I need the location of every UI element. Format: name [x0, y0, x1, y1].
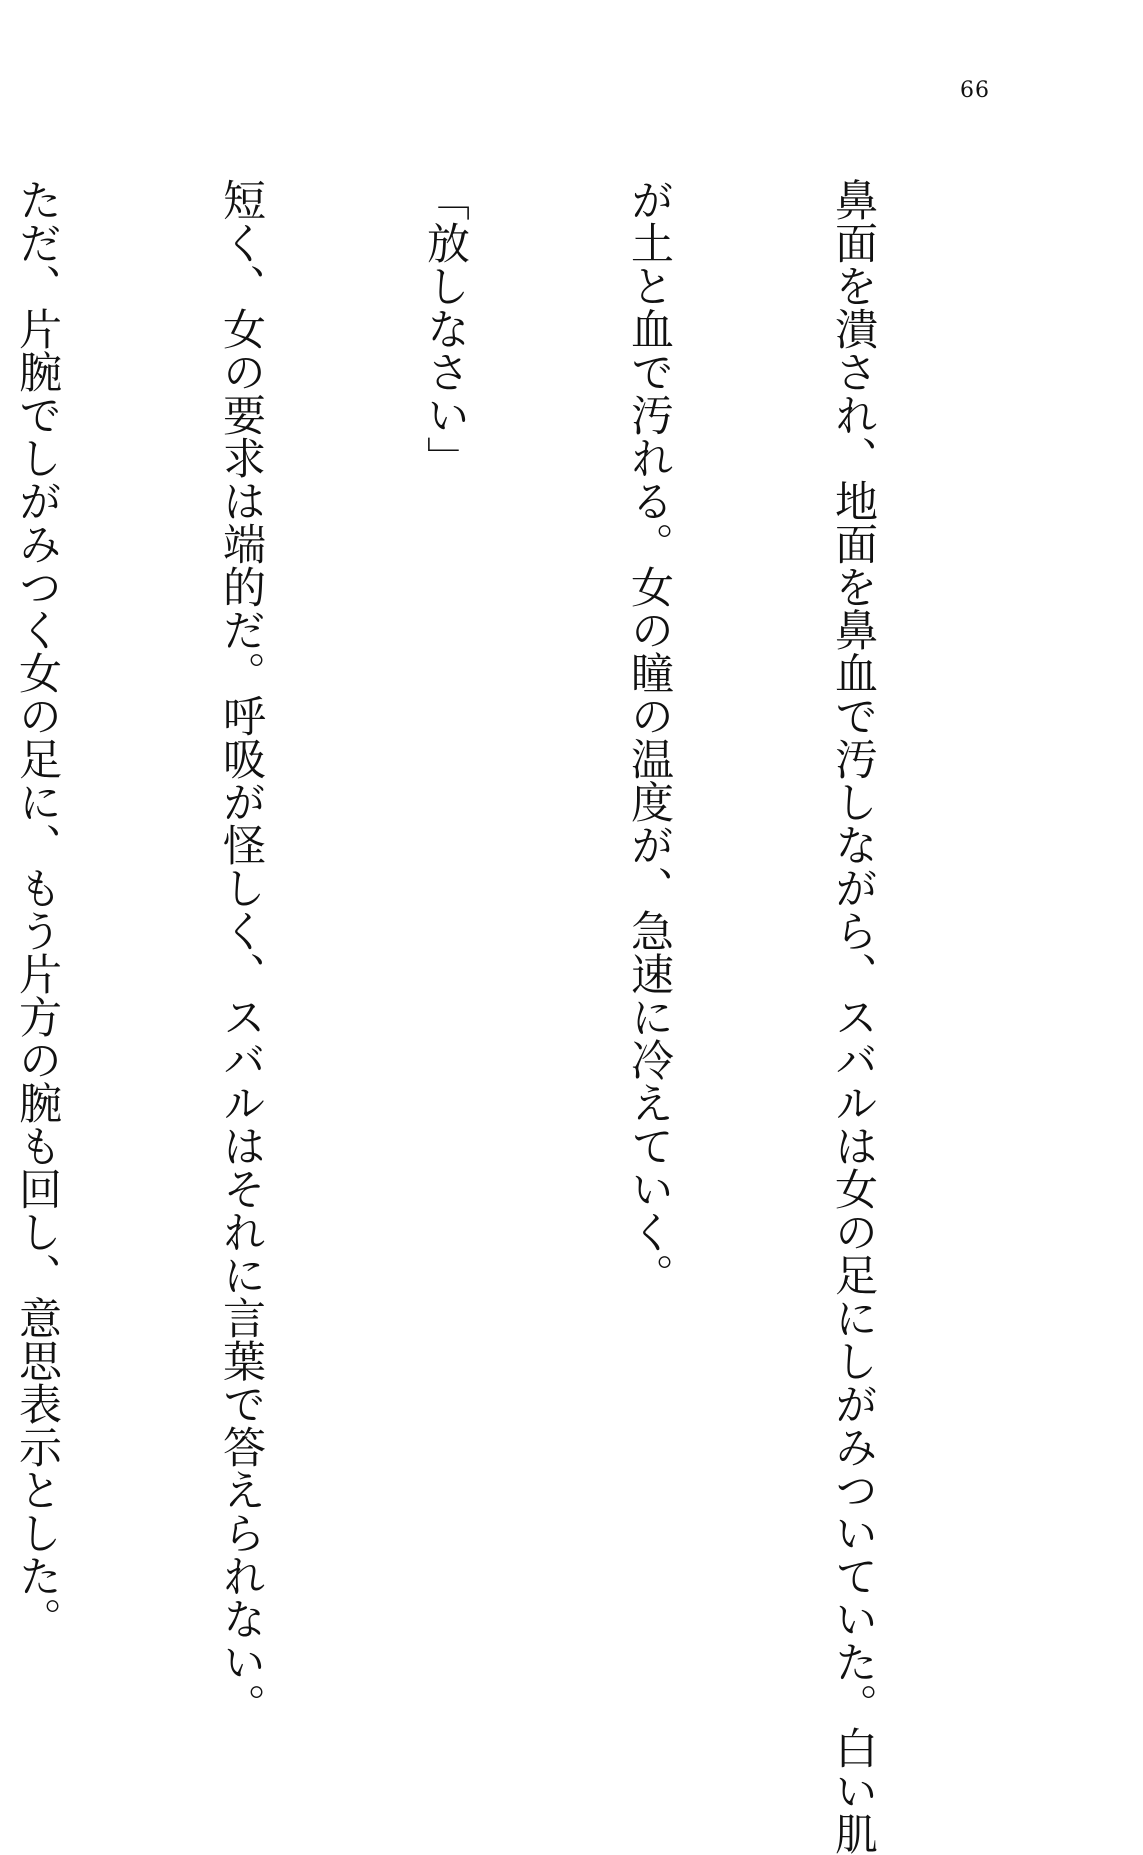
body-text [0, 178, 1023, 1855]
text-line: 短く、女の要求は端的だ。呼吸が怪しく、スバルはそれに言葉で答えられない。 [216, 178, 266, 1726]
text-line: 「放しなさい」 [420, 178, 470, 479]
page-number: 66 [960, 78, 990, 103]
text-line: が土と血で汚れる。女の瞳の温度が、急速に冷えていく。 [624, 178, 674, 1296]
text-line: ただ、片腕でしがみつく女の足に、もう片方の腕も回し、意思表示とした。 [12, 178, 62, 1640]
text-line: 鼻面を潰され、地面を鼻血で汚しながら、スバルは女の足にしがみついていた。白い肌 [828, 178, 878, 1855]
